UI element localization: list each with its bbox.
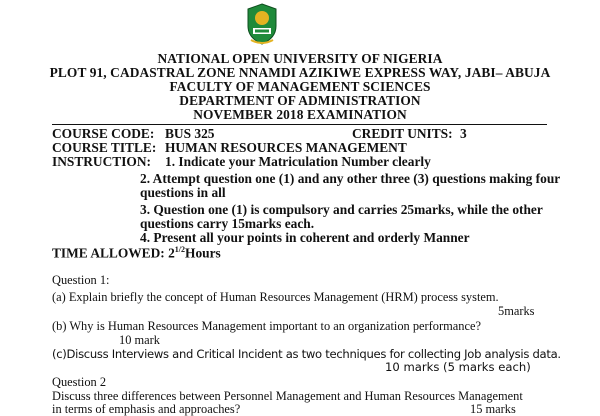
credit-units: 3 [460,126,467,141]
question-1b-marks: 10 mark [119,333,160,347]
instruction-1: 1. Indicate your Matriculation Number clearly [165,154,431,169]
question-1a-marks: 5marks [498,304,535,318]
question-2a-cont: in terms of emphasis and approaches? [52,402,241,416]
time-unit: Hours [185,245,221,261]
time-fraction: 1/2 [174,245,186,254]
time-whole: 2 [168,245,175,261]
question-2-title: Question 2 [52,375,107,389]
question-1c: (c)Discuss Interviews and Critical Incident as two techniques for collecting Job analysis data. [52,347,561,361]
course-code: BUS 325 [165,126,215,141]
instruction-3: 3. Question one (1) is compulsory and carries 25marks, while the other [140,202,543,217]
course-title-label: COURSE TITLE: [52,140,157,155]
department-name: DEPARTMENT OF ADMINISTRATION [179,93,421,108]
question-2a: Discuss three differences between Personnel Management and Human Resources Management [52,389,523,403]
exam-title: NOVEMBER 2018 EXAMINATION [193,107,407,122]
header-divider [52,124,547,125]
question-1-title: Question 1: [52,273,110,287]
course-title: HUMAN RESOURCES MANAGEMENT [165,140,407,155]
university-address: PLOT 91, CADASTRAL ZONE NNAMDI AZIKIWE EXPRESS WAY, JABI– ABUJA [49,65,551,80]
question-2a-marks: 15 marks [470,402,516,416]
instruction-2-cont: questions in all [140,185,226,200]
instruction-label: INSTRUCTION: [52,154,151,169]
instruction-3-cont: questions carry 15marks each. [140,216,315,231]
question-1b: (b) Why is Human Resources Management important to an organization performance? [52,319,481,333]
university-name: NATIONAL OPEN UNIVERSITY OF NIGERIA [157,51,443,66]
instruction-2: 2. Attempt question one (1) and any other three (3) questions making four [140,171,561,186]
instruction-4: 4. Present all your points in coherent and orderly Manner [140,230,470,245]
course-code-label: COURSE CODE: [52,126,155,141]
question-1a: (a) Explain briefly the concept of Human Resources Management (HRM) process system. [52,290,499,304]
credit-units-label: CREDIT UNITS: [352,126,453,141]
faculty-name: FACULTY OF MANAGEMENT SCIENCES [169,79,431,94]
university-crest-icon [245,2,279,46]
time-allowed [52,243,221,260]
time-allowed-label: TIME ALLOWED: [52,245,165,261]
question-1c-marks: 10 marks (5 marks each) [385,360,531,374]
